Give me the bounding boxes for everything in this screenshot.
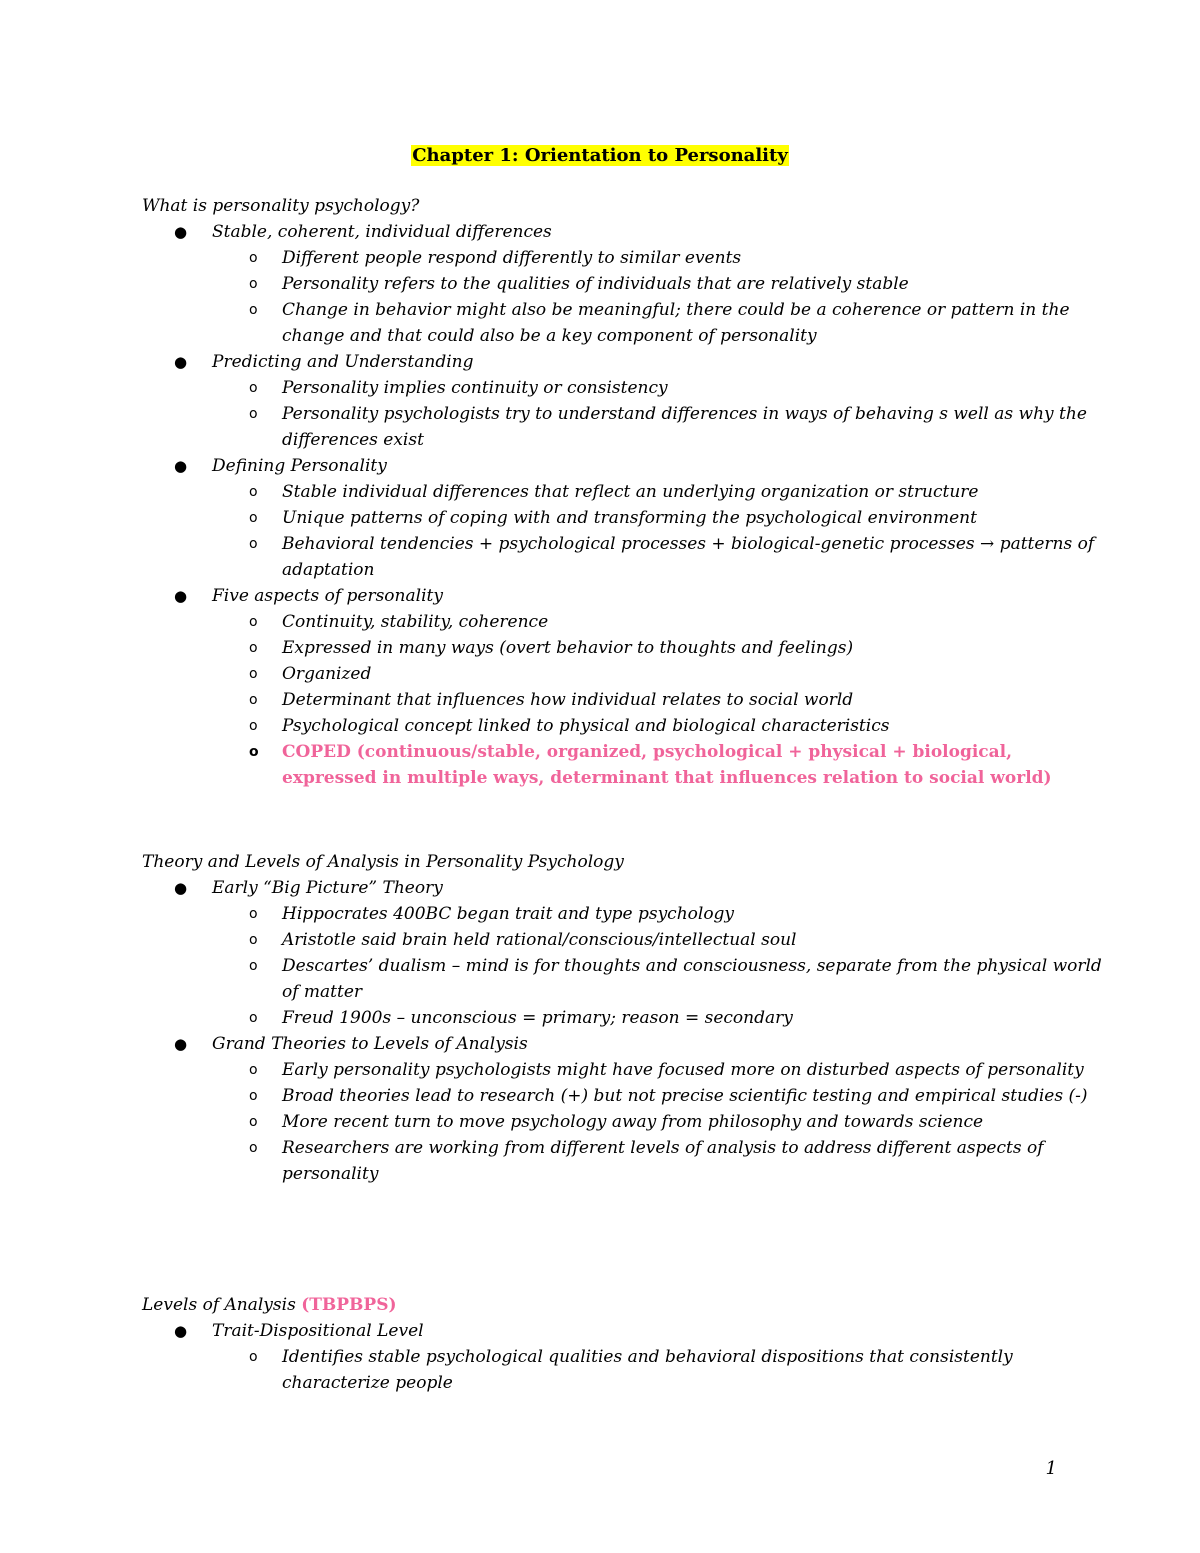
sub-list: [212, 375, 1102, 453]
sub-list-item-text: Descartes’ dualism – mind is for thoughts and consciousness, separate from the physical world of matter: [282, 956, 1102, 1002]
sub-list-item-text: Organized: [282, 664, 372, 684]
section-what-is-personality: [142, 193, 1102, 791]
circle-bullet-icon: o: [249, 640, 258, 656]
sub-list-item-text: Determinant that influences how individual relates to social world: [282, 690, 854, 710]
sub-list-item-text: Personality refers to the qualities of individuals that are relatively stable: [282, 274, 909, 294]
sub-list-item-text: Researchers are working from different levels of analysis to address different aspects of personality: [282, 1138, 1044, 1184]
section-heading: Theory and Levels of Analysis in Personality Psychology: [142, 852, 624, 872]
bullet-list: [142, 875, 1102, 1187]
list-item-label: Grand Theories to Levels of Analysis: [212, 1034, 528, 1054]
sub-list-item: [211, 901, 1102, 927]
sub-list-item: [211, 713, 1102, 739]
list-item-label: Defining Personality: [212, 456, 387, 476]
list-item-label: Predicting and Understanding: [212, 352, 474, 372]
section-heading-text: Levels of Analysis: [142, 1295, 296, 1315]
sub-list-item: [211, 1005, 1102, 1031]
sub-list-item-text: Hippocrates 400BC began trait and type psychology: [282, 904, 735, 924]
list-item: [142, 453, 1102, 583]
circle-bullet-icon: o: [249, 250, 258, 266]
sub-list-item: [211, 245, 1102, 271]
tbpbps-mnemonic: (TBPBPS): [301, 1295, 397, 1315]
sub-list: [212, 609, 1102, 791]
sub-list-item: [211, 271, 1102, 297]
chapter-title: [0, 143, 1200, 169]
circle-bullet-icon: o: [249, 718, 258, 734]
sub-list-item: [211, 1109, 1102, 1135]
list-item: [142, 1318, 1102, 1396]
bullet-icon: ●: [174, 879, 188, 897]
circle-bullet-icon: o: [249, 302, 258, 318]
circle-bullet-icon: o: [249, 1140, 258, 1156]
bullet-icon: ●: [174, 457, 188, 475]
list-item-label: Five aspects of personality: [212, 586, 443, 606]
sub-list: [212, 479, 1102, 583]
list-item-label: Trait-Dispositional Level: [212, 1321, 424, 1341]
circle-bullet-icon: o: [249, 1062, 258, 1078]
circle-bullet-icon: o: [249, 744, 259, 760]
circle-bullet-icon: o: [249, 1349, 258, 1365]
sub-list-item-text: Early personality psychologists might have focused more on disturbed aspects of personality: [282, 1060, 1084, 1080]
circle-bullet-icon: o: [249, 380, 258, 396]
sub-list-item-text: Aristotle said brain held rational/conscious/intellectual soul: [282, 930, 797, 950]
sub-list-item: [211, 609, 1102, 635]
sub-list-item-text: Different people respond differently to similar events: [282, 248, 742, 268]
bullet-icon: ●: [174, 1035, 188, 1053]
sub-list-item: [211, 927, 1102, 953]
sub-list-item: [211, 635, 1102, 661]
sub-list: [212, 245, 1102, 349]
sub-list: [212, 1344, 1102, 1396]
bullet-icon: ●: [174, 223, 188, 241]
section-levels-of-analysis: [142, 1292, 1102, 1396]
list-item: [142, 875, 1102, 1031]
circle-bullet-icon: o: [249, 614, 258, 630]
bullet-icon: ●: [174, 353, 188, 371]
sub-list: [212, 901, 1102, 1031]
bullet-icon: ●: [174, 587, 188, 605]
sub-list-item-text: Change in behavior might also be meaningful; there could be a coherence or pattern in the change and that could also be a key component of personality: [282, 300, 1070, 346]
list-item: [142, 1031, 1102, 1187]
list-item-label: Stable, coherent, individual differences: [212, 222, 552, 242]
sub-list-item: [211, 661, 1102, 687]
circle-bullet-icon: o: [249, 536, 258, 552]
circle-bullet-icon: o: [249, 1010, 258, 1026]
sub-list-item: [211, 1083, 1102, 1109]
coped-mnemonic: COPED (continuous/stable, organized, psychological + physical + biological, expressed in multiple ways, determinant that influences relation to social world): [282, 742, 1052, 788]
bullet-list: [142, 1318, 1102, 1396]
sub-list-item-text: Continuity, stability, coherence: [282, 612, 549, 632]
sub-list-item-text: Psychological concept linked to physical and biological characteristics: [282, 716, 890, 736]
circle-bullet-icon: o: [249, 906, 258, 922]
circle-bullet-icon: o: [249, 1114, 258, 1130]
list-item-label: Early “Big Picture” Theory: [212, 878, 443, 898]
sub-list-item: [211, 687, 1102, 713]
circle-bullet-icon: o: [249, 958, 258, 974]
circle-bullet-icon: o: [249, 406, 258, 422]
list-item: [142, 219, 1102, 349]
sub-list-item: [211, 401, 1102, 453]
sub-list-item: [211, 1135, 1102, 1187]
sub-list-item-text: Personality psychologists try to understand differences in ways of behaving s well as why the differences exist: [282, 404, 1087, 450]
sub-list-item-text: Behavioral tendencies + psychological processes + biological-genetic processes → patterns of adaptation: [282, 534, 1095, 580]
sub-list-item: [211, 297, 1102, 349]
sub-list-item: [211, 375, 1102, 401]
page-number: 1: [1045, 1458, 1057, 1479]
sub-list-item: [211, 953, 1102, 1005]
circle-bullet-icon: o: [249, 510, 258, 526]
sub-list-item-text: Stable individual differences that reflect an underlying organization or structure: [282, 482, 979, 502]
circle-bullet-icon: o: [249, 276, 258, 292]
sub-list-item: [211, 531, 1102, 583]
circle-bullet-icon: o: [249, 484, 258, 500]
circle-bullet-icon: o: [249, 692, 258, 708]
circle-bullet-icon: o: [249, 1088, 258, 1104]
sub-list-item: [211, 1057, 1102, 1083]
list-item: [142, 349, 1102, 453]
bullet-icon: ●: [174, 1322, 188, 1340]
sub-list-item-text: Unique patterns of coping with and transforming the psychological environment: [282, 508, 977, 528]
sub-list-item: [211, 1344, 1102, 1396]
sub-list-item-text: More recent turn to move psychology away from philosophy and towards science: [282, 1112, 984, 1132]
sub-list-item-text: Expressed in many ways (overt behavior to thoughts and feelings): [282, 638, 854, 658]
sub-list-item: [211, 505, 1102, 531]
sub-list-item-text: Broad theories lead to research (+) but not precise scientific testing and empirical studies (-): [282, 1086, 1088, 1106]
sub-list-item: [211, 479, 1102, 505]
bullet-list: [142, 219, 1102, 791]
sub-list-item-text: Identifies stable psychological qualities and behavioral dispositions that consistently characterize people: [282, 1347, 1013, 1393]
sub-list: [212, 1057, 1102, 1187]
section-theory-levels: [142, 849, 1102, 1187]
circle-bullet-icon: o: [249, 666, 258, 682]
list-item: [142, 583, 1102, 791]
sub-list-item-highlight: [211, 739, 1102, 791]
circle-bullet-icon: o: [249, 932, 258, 948]
sub-list-item-text: Freud 1900s – unconscious = primary; reason = secondary: [282, 1008, 793, 1028]
chapter-title-text: Chapter 1: Orientation to Personality: [412, 145, 788, 166]
section-heading: What is personality psychology?: [142, 196, 420, 216]
sub-list-item-text: Personality implies continuity or consistency: [282, 378, 668, 398]
section-heading: [142, 1292, 1102, 1318]
